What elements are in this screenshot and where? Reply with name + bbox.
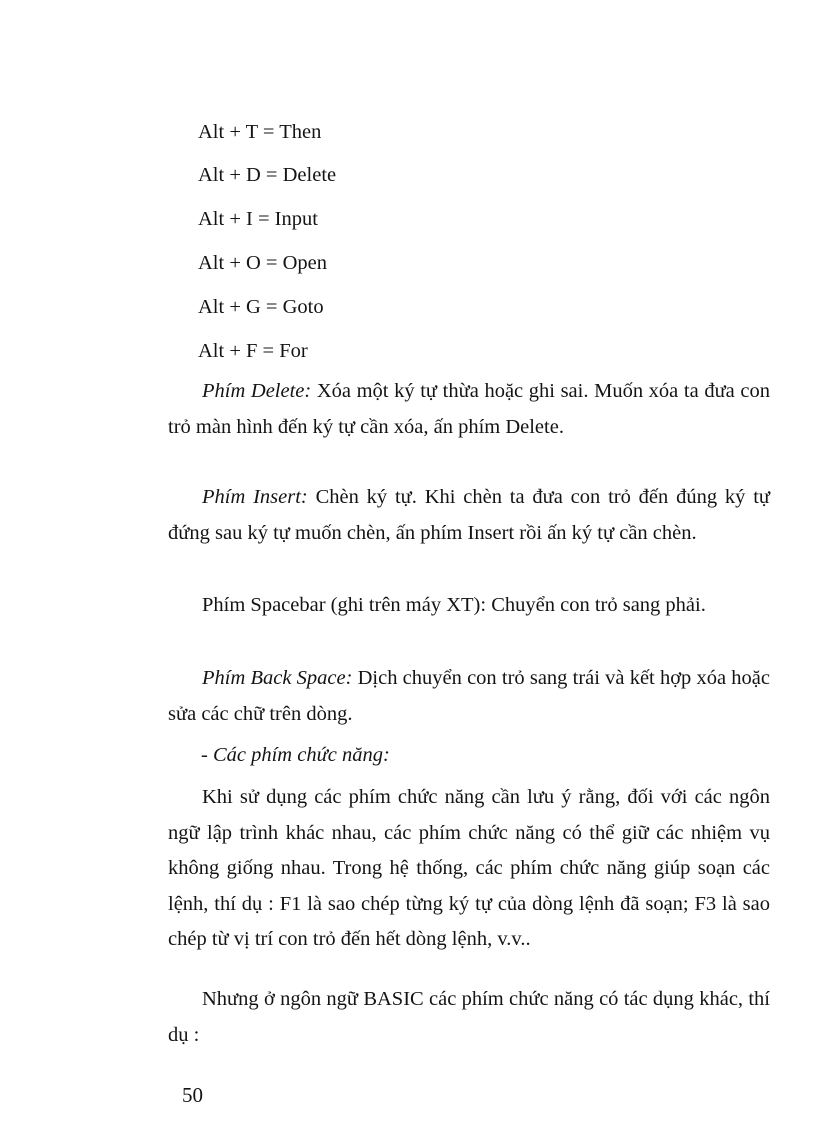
- paragraph-insert-key: [168, 480, 770, 551]
- shortcut-line-delete: Alt + D = Delete: [198, 164, 337, 186]
- paragraph-basic-function-keys: Nhưng ở ngôn ngữ BASIC các phím chức năng có tác dụng khác, thí dụ :: [168, 988, 770, 1046]
- paragraph-spacebar-text: Phím Spacebar (ghi trên máy XT): Chuyển con trỏ sang phải.: [202, 594, 706, 616]
- shortcut-line-then: Alt + T = Then: [198, 121, 322, 143]
- paragraph-backspace-text: Dịch chuyển con trỏ sang trái và kết hợp xóa hoặc sửa các chữ trên dòng.: [168, 667, 770, 725]
- term-insert-key: Phím Insert:: [202, 486, 308, 508]
- shortcut-line-for: Alt + F = For: [198, 340, 308, 362]
- shortcut-line-goto: Alt + G = Goto: [198, 296, 324, 318]
- page-number: 50: [182, 1083, 203, 1107]
- paragraph-delete-key: [168, 374, 770, 445]
- section-heading-function-keys: - Các phím chức năng:: [201, 744, 390, 766]
- paragraph-insert-text: Chèn ký tự. Khi chèn ta đưa con trỏ đến đúng ký tự đứng sau ký tự muốn chèn, ấn phím Insert rồi ấn ký tự cần chèn.: [168, 486, 770, 544]
- paragraph-delete-text: Xóa một ký tự thừa hoặc ghi sai. Muốn xóa ta đưa con trỏ màn hình đến ký tự cần xóa, ấn phím Delete.: [168, 380, 770, 438]
- paragraph-function-keys-note: Khi sử dụng các phím chức năng cần lưu ý rằng, đối với các ngôn ngữ lập trình khác nhau, các phím chức năng có thể giữ các nhiệm vụ không giống nhau. Trong hệ thống, các phím chức năng giúp soạn các lệnh, thí dụ : F1 là sao chép từng ký tự của dòng lệnh đã soạn; F3 là sao chép từ vị trí con trỏ đến hết dòng lệnh, v.v..: [168, 786, 770, 950]
- shortcut-line-input: Alt + I = Input: [198, 208, 318, 230]
- shortcut-line-open: Alt + O = Open: [198, 252, 328, 274]
- term-delete-key: Phím Delete:: [202, 380, 312, 402]
- term-backspace-key: Phím Back Space:: [202, 667, 353, 689]
- paragraph-backspace-key: [168, 661, 770, 732]
- paragraph-spacebar-key: [168, 588, 770, 624]
